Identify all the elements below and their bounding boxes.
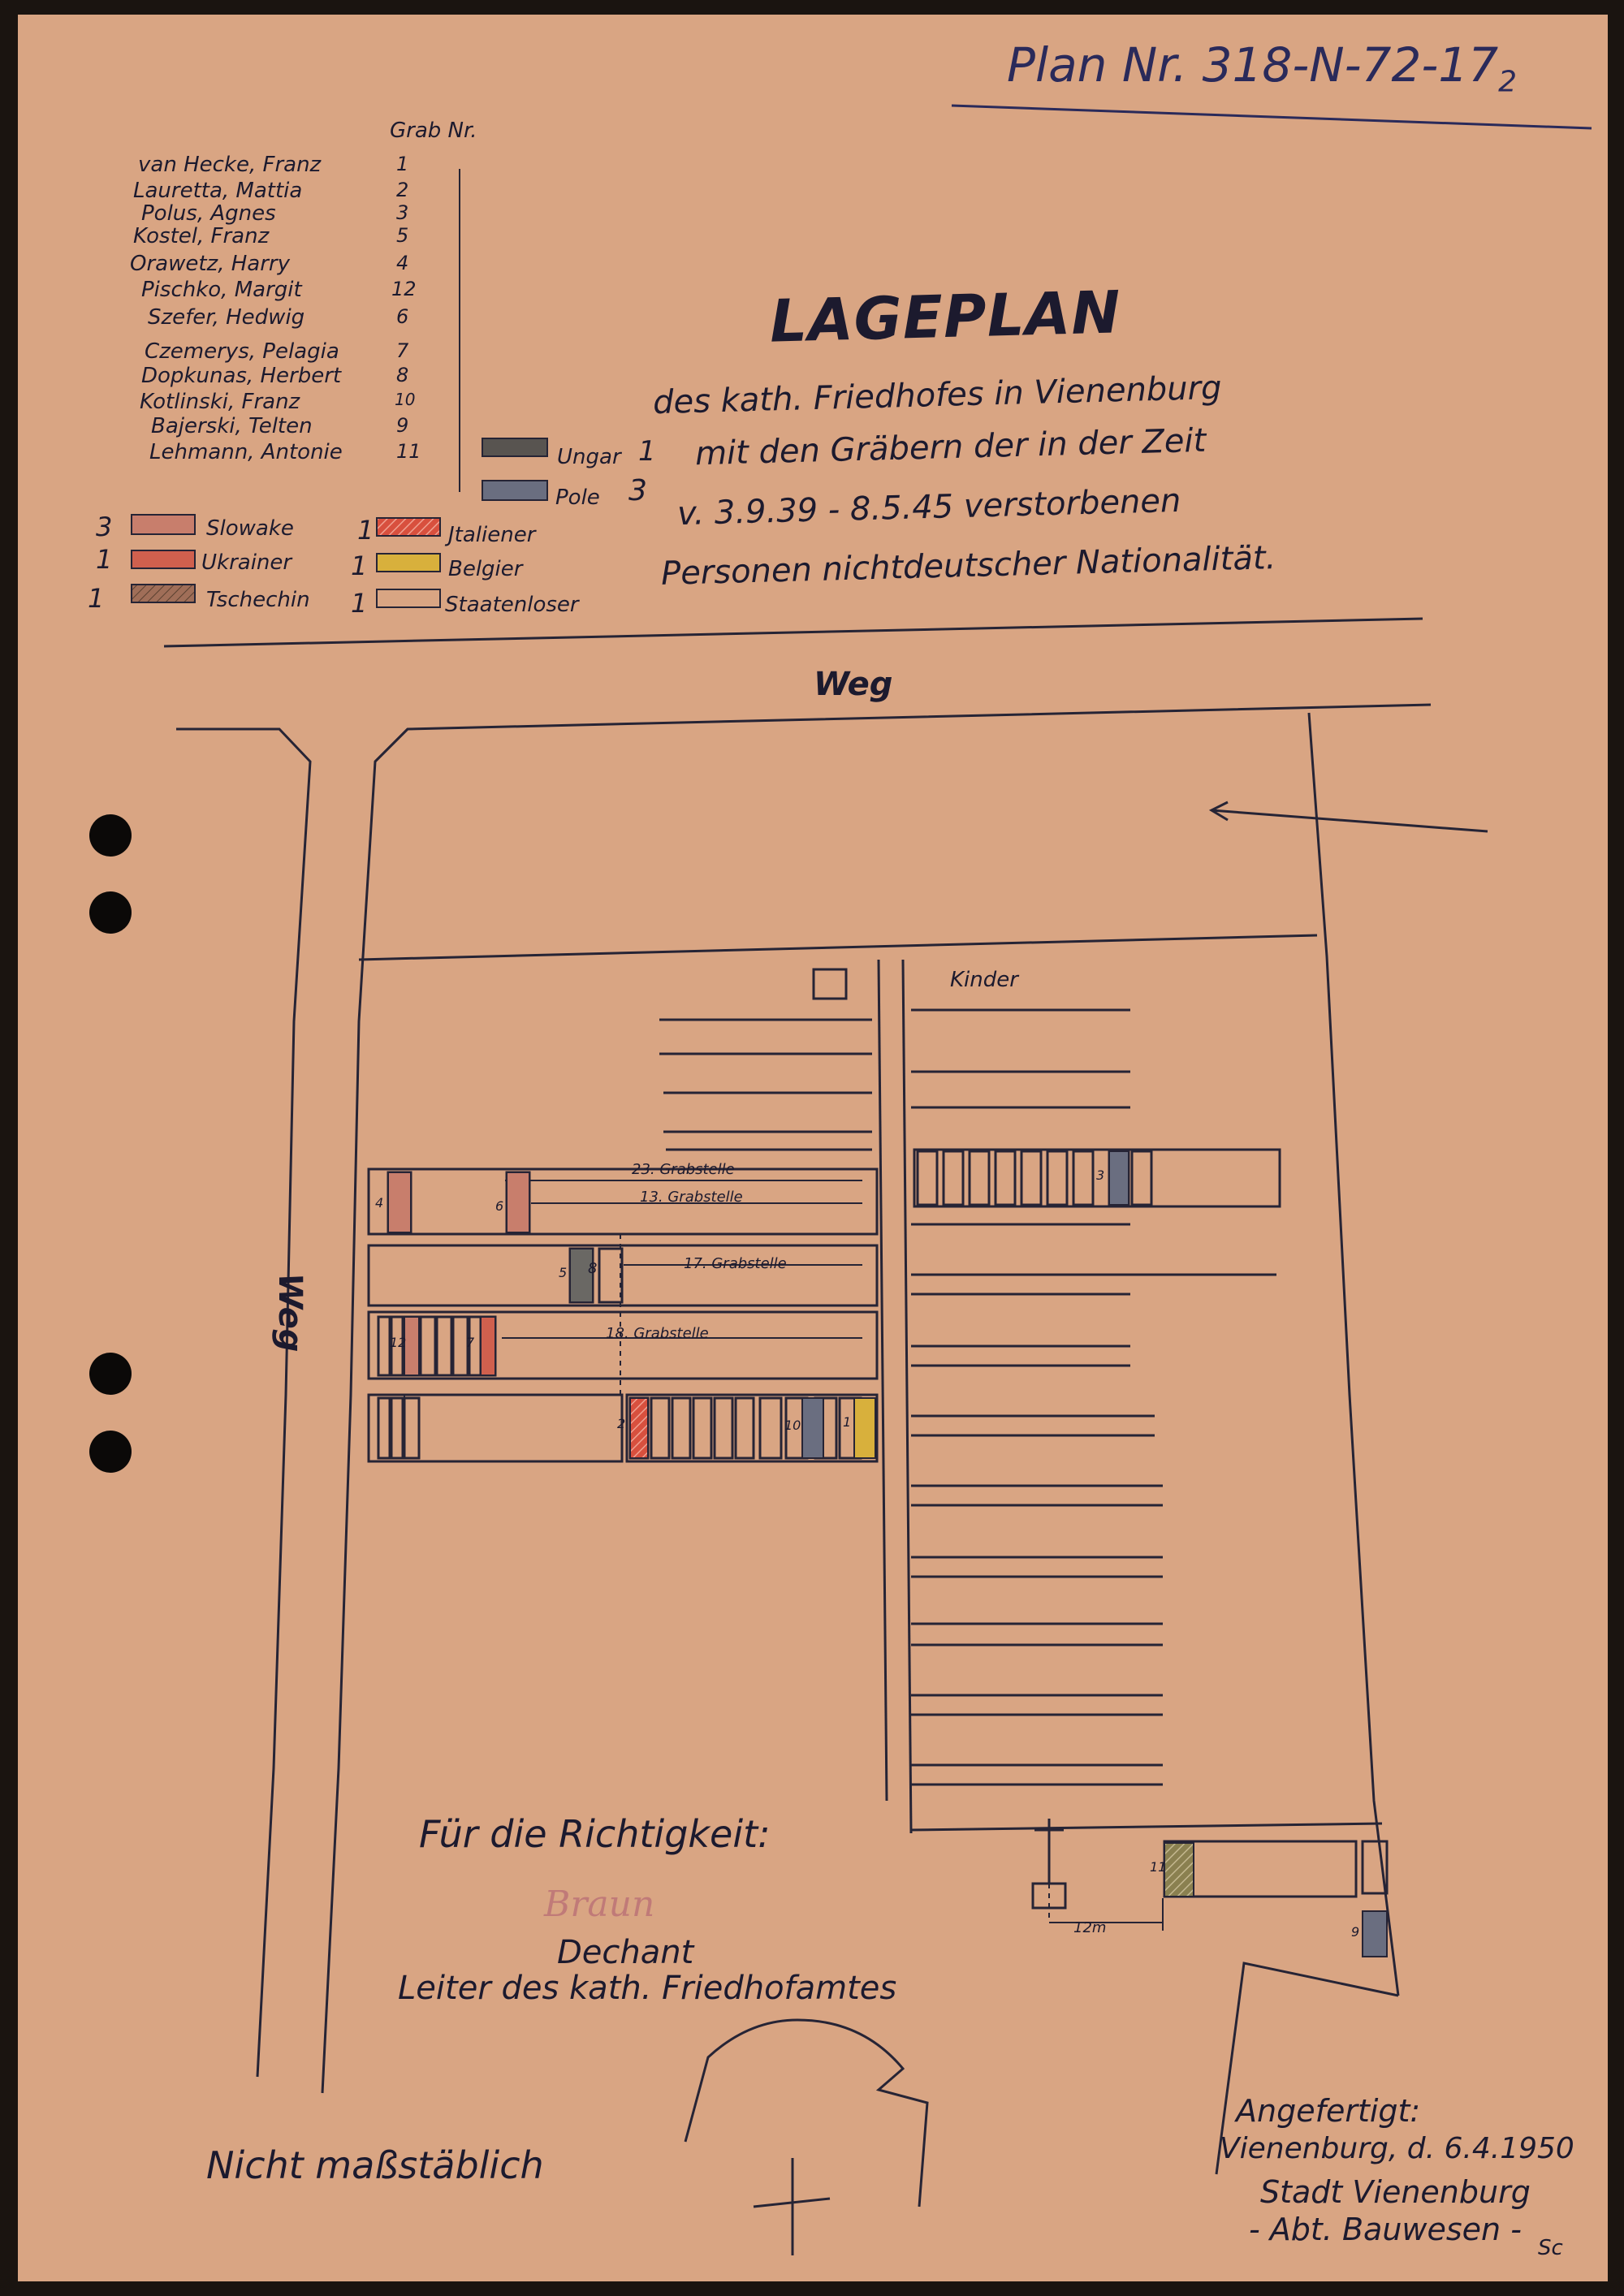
legend-grave-number: 12 (391, 278, 417, 300)
nationality-label-pole: Pole (555, 486, 600, 510)
nationality-count-staatenloser: 1 (351, 588, 368, 619)
legend-grave-number: 2 (396, 179, 409, 201)
grave-number-label: 1 (843, 1414, 852, 1430)
nationality-count-jtaliener: 1 (357, 515, 374, 546)
legend-name: Bajerski, Telten (151, 414, 313, 438)
grave-number-label: 2 (617, 1416, 626, 1431)
legend-name: Czemerys, Pelagia (145, 339, 339, 364)
nationality-label-staatenloser: Staatenloser (445, 593, 579, 617)
cemetery-map (18, 15, 1608, 2281)
grave-number-label: 10 (784, 1418, 801, 1433)
grave-number-label: 8 (588, 1260, 598, 1277)
grave-9 (1363, 1911, 1387, 1957)
nationality-label-ungar: Ungar (557, 445, 621, 469)
legend-grave-number: 4 (396, 252, 409, 274)
legend-name: Szefer, Hedwig (148, 305, 305, 330)
legend-grave-number: 1 (396, 153, 409, 175)
legend-swatch-ungar (482, 438, 547, 456)
legend-name: Lehmann, Antonie (149, 440, 343, 464)
legend-name: Dopkunas, Herbert (141, 364, 342, 388)
signature-name: Braun (544, 1884, 655, 1925)
legend-name: Polus, Agnes (141, 201, 276, 226)
nationality-count-belgier: 1 (351, 550, 368, 581)
grave-6 (507, 1172, 529, 1232)
title-line-2: mit den Gräbern der in der Zeit (694, 421, 1207, 473)
legend-name: Lauretta, Mattia (133, 179, 303, 203)
title-line-4: Personen nichtdeutscher Nationalität. (660, 539, 1276, 593)
prepared-line-2: Vienenburg, d. 6.4.1950 (1220, 2132, 1574, 2165)
title-main: LAGEPLAN (768, 278, 1122, 356)
grave-1 (854, 1398, 875, 1458)
legend-swatch-belgier (377, 554, 440, 572)
grave-number-label: 5 (559, 1265, 568, 1280)
legend-name: Kostel, Franz (133, 224, 270, 248)
grave-11 (1164, 1843, 1194, 1897)
legend-grave-number: 5 (396, 224, 409, 247)
nationality-label-tschechin: Tschechin (206, 588, 310, 612)
plan-number-suffix: 2 (1498, 65, 1517, 99)
road-label-top: Weg (814, 666, 893, 703)
nationality-label-slowake: Slowake (206, 516, 294, 541)
legend-grave-number: 9 (396, 414, 409, 437)
nationality-count-pole: 3 (628, 474, 647, 507)
grave-number-label: 9 (1351, 1924, 1360, 1940)
distance-label: 12m (1073, 1919, 1107, 1936)
nationality-count-tschechin: 1 (88, 583, 105, 614)
grave-number-label: 4 (375, 1195, 384, 1211)
nationality-label-jtaliener: Jtaliener (448, 523, 536, 547)
legend-swatch-tschechin (132, 585, 195, 602)
nationality-count-ungar: 1 (638, 435, 656, 468)
legend-swatch-ukrainer (132, 550, 195, 568)
section-label-kinder: Kinder (950, 968, 1018, 992)
grave-4 (388, 1172, 411, 1232)
grave-2 (630, 1398, 648, 1458)
plan-number-text: Plan Nr. 318-N-72-17 (1007, 37, 1499, 93)
prepared-line-4: - Abt. Bauwesen - (1249, 2212, 1522, 2247)
legend-grave-number: 7 (396, 339, 409, 362)
grave-number-label: 3 (1096, 1167, 1105, 1183)
nationality-count-ukrainer: 1 (96, 544, 113, 575)
legend-name: Orawetz, Harry (130, 252, 290, 276)
legend-grave-number: 3 (396, 201, 409, 224)
grave-number-label: 12 (390, 1335, 407, 1350)
title-line-1: des kath. Friedhofes in Vienenburg (652, 369, 1222, 422)
grave-number-label: 7 (466, 1335, 475, 1350)
grave-12 (404, 1317, 419, 1375)
plan-sheet (18, 15, 1608, 2281)
signature-title-2: Leiter des kath. Friedhofamtes (398, 1970, 897, 2007)
legend-grave-number: 11 (396, 440, 421, 463)
scale-note: Nicht maßstäblich (206, 2143, 544, 2187)
legend-grave-number: 6 (396, 305, 409, 328)
legend-swatch-pole (482, 481, 547, 500)
title-line-3: v. 3.9.39 - 8.5.45 verstorbenen (676, 481, 1181, 533)
legend-name: Kotlinski, Franz (140, 390, 300, 414)
grave-number-label: 6 (495, 1198, 504, 1214)
legend-swatch-slowake (132, 515, 195, 534)
nationality-count-slowake: 3 (96, 511, 113, 542)
row-label: 17. Grabstelle (684, 1255, 787, 1272)
prepared-line-3: Stadt Vienenburg (1260, 2174, 1531, 2210)
legend-header: Grab Nr. (390, 119, 477, 143)
row-label: 13. Grabstelle (640, 1189, 743, 1206)
row-label: 23. Grabstelle (632, 1161, 735, 1178)
grave-7 (481, 1317, 495, 1375)
legend-swatch-staatenloser (377, 589, 440, 607)
grave-10 (802, 1398, 823, 1458)
grave-number-label: 11 (1150, 1859, 1167, 1875)
legend-swatch-jtaliener (377, 518, 440, 536)
row-label: 18. Grabstelle (606, 1325, 709, 1342)
legend-grave-number: 8 (396, 364, 409, 386)
prepared-line-1: Angefertigt: (1236, 2093, 1421, 2129)
signature-heading: Für die Richtigkeit: (419, 1812, 771, 1856)
prepared-initials: Sc (1538, 2236, 1563, 2260)
signature-title-1: Dechant (557, 1934, 694, 1971)
road-label-left: Weg (271, 1273, 309, 1353)
nationality-label-belgier: Belgier (448, 557, 523, 581)
legend-name: Pischko, Margit (141, 278, 302, 302)
nationality-label-ukrainer: Ukrainer (201, 550, 292, 575)
grave-3 (1109, 1151, 1129, 1205)
legend-grave-number: 10 (395, 390, 416, 409)
legend-name: van Hecke, Franz (138, 153, 322, 177)
